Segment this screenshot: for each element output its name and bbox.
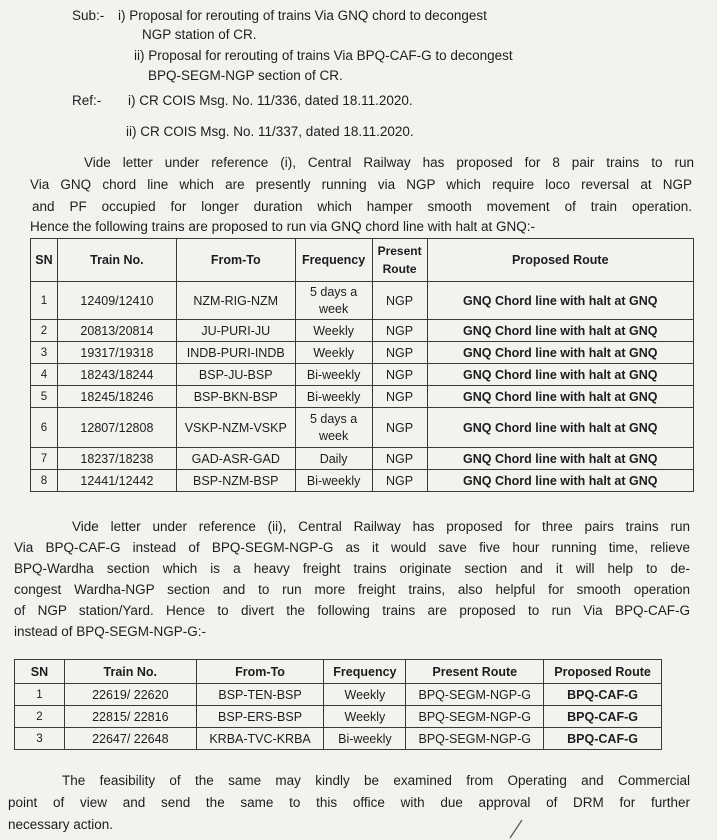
table1-cell-sn: 4 [31, 364, 58, 386]
para3-line-1: The feasibility of the same may kindly be examined from Operating and Commercial [62, 773, 690, 788]
table2-cell-frequency: Weekly [324, 706, 406, 728]
table2-header-train-no: Train No. [64, 660, 196, 684]
table1-header-proposed-route: Proposed Route [427, 239, 693, 282]
table1-header-row [31, 239, 694, 282]
trains-table-gnq [30, 238, 694, 492]
reference-item-2: ii) CR COIS Msg. No. 11/337, dated 18.11.2020. [126, 124, 414, 139]
table1-cell-from-to: GAD-ASR-GAD [176, 448, 295, 470]
para2-line-1: Vide letter under reference (ii), Central Railway has proposed for three pairs trains run [72, 519, 690, 534]
subject-item-2-line-2: BPQ-SEGM-NGP section of CR. [148, 68, 343, 83]
table2-cell-sn: 2 [15, 706, 65, 728]
table2-cell-present-route: BPQ-SEGM-NGP-G [406, 728, 544, 750]
table-row [31, 448, 694, 470]
table2-cell-frequency: Weekly [324, 684, 406, 706]
para2-line-3: BPQ-Wardha section which is a heavy freight trains originate section and it will help to de- [14, 561, 690, 576]
table1-cell-present-route: NGP [372, 320, 427, 342]
subject-label: Sub:- [72, 8, 105, 23]
table2-header-proposed-route: Proposed Route [544, 660, 662, 684]
table1-cell-present-route: NGP [372, 364, 427, 386]
table1-cell-proposed-route: GNQ Chord line with halt at GNQ [427, 282, 693, 320]
table1-cell-proposed-route: GNQ Chord line with halt at GNQ [427, 320, 693, 342]
table2-cell-from-to: KRBA-TVC-KRBA [196, 728, 324, 750]
table1-cell-frequency: 5 days a week [295, 282, 372, 320]
table1-cell-proposed-route: GNQ Chord line with halt at GNQ [427, 448, 693, 470]
para1-line-4: Hence the following trains are proposed to run via GNQ chord line with halt at GNQ:- [30, 219, 535, 234]
table-row [31, 386, 694, 408]
para3-line-2: point of view and send the same to this office with due approval of DRM for further [8, 795, 690, 810]
para2-line-2: Via BPQ-CAF-G instead of BPQ-SEGM-NGP-G as it would save five hour running time, relieve [14, 540, 690, 555]
table1-cell-from-to: NZM-RIG-NZM [176, 282, 295, 320]
table1-cell-proposed-route: GNQ Chord line with halt at GNQ [427, 408, 693, 448]
table2-cell-proposed-route: BPQ-CAF-G [544, 728, 662, 750]
table1-cell-proposed-route: GNQ Chord line with halt at GNQ [427, 386, 693, 408]
subject-item-1-line-2: NGP station of CR. [142, 27, 257, 42]
table2-cell-proposed-route: BPQ-CAF-G [544, 684, 662, 706]
table1-cell-present-route: NGP [372, 386, 427, 408]
table1-header-train-no: Train No. [57, 239, 176, 282]
table-row [31, 470, 694, 492]
table1-cell-frequency: Bi-weekly [295, 470, 372, 492]
table1-header-from-to: From-To [176, 239, 295, 282]
table2-cell-train-no: 22619/ 22620 [64, 684, 196, 706]
table2-cell-present-route: BPQ-SEGM-NGP-G [406, 706, 544, 728]
table1-cell-train-no: 12409/12410 [57, 282, 176, 320]
table1-cell-frequency: 5 days a week [295, 408, 372, 448]
table1-cell-frequency: Bi-weekly [295, 386, 372, 408]
table-row [15, 684, 662, 706]
table-row [15, 706, 662, 728]
table1-cell-proposed-route: GNQ Chord line with halt at GNQ [427, 364, 693, 386]
table1-cell-train-no: 12807/12808 [57, 408, 176, 448]
subject-item-2-line-1: ii) Proposal for rerouting of trains Via BPQ-CAF-G to decongest [134, 48, 513, 63]
table2-cell-from-to: BSP-TEN-BSP [196, 684, 324, 706]
table2-cell-proposed-route: BPQ-CAF-G [544, 706, 662, 728]
table1-cell-train-no: 18243/18244 [57, 364, 176, 386]
table1-cell-train-no: 12441/12442 [57, 470, 176, 492]
table2-cell-frequency: Bi-weekly [324, 728, 406, 750]
table1-header-present-route: Present Route [372, 239, 427, 282]
table1-cell-from-to: VSKP-NZM-VSKP [176, 408, 295, 448]
para1-line-2: Via GNQ chord line which are presently running via NGP which require loco reversal at NGP [30, 177, 692, 192]
table-row [31, 320, 694, 342]
table1-cell-frequency: Bi-weekly [295, 364, 372, 386]
para1-line-3: and PF occupied for longer duration which hamper smooth movement of train operation. [32, 199, 692, 214]
table1-cell-train-no: 19317/19318 [57, 342, 176, 364]
table2-cell-sn: 1 [15, 684, 65, 706]
table1-cell-present-route: NGP [372, 448, 427, 470]
table1-cell-sn: 3 [31, 342, 58, 364]
table2-header-from-to: From-To [196, 660, 324, 684]
table1-header-frequency: Frequency [295, 239, 372, 282]
table2-header-frequency: Frequency [324, 660, 406, 684]
table2-cell-train-no: 22815/ 22816 [64, 706, 196, 728]
table-row [31, 408, 694, 448]
para2-line-6: instead of BPQ-SEGM-NGP-G:- [14, 624, 207, 639]
table1-cell-sn: 5 [31, 386, 58, 408]
table1-cell-sn: 7 [31, 448, 58, 470]
subject-item-1-line-1: i) Proposal for rerouting of trains Via GNQ chord to decongest [118, 8, 487, 23]
table1-cell-proposed-route: GNQ Chord line with halt at GNQ [427, 470, 693, 492]
table2-cell-from-to: BSP-ERS-BSP [196, 706, 324, 728]
table-row [31, 282, 694, 320]
table1-header-sn: SN [31, 239, 58, 282]
table2-cell-present-route: BPQ-SEGM-NGP-G [406, 684, 544, 706]
table1-cell-from-to: JU-PURI-JU [176, 320, 295, 342]
table1-cell-frequency: Weekly [295, 320, 372, 342]
table2-cell-sn: 3 [15, 728, 65, 750]
table1-cell-present-route: NGP [372, 470, 427, 492]
table1-cell-train-no: 18237/18238 [57, 448, 176, 470]
table-row [15, 728, 662, 750]
table2-header-sn: SN [15, 660, 65, 684]
table1-cell-sn: 2 [31, 320, 58, 342]
para1-line-1: Vide letter under reference (i), Central Railway has proposed for 8 pair trains to run [84, 155, 694, 170]
table1-cell-present-route: NGP [372, 282, 427, 320]
para3-line-3: necessary action. [8, 817, 114, 832]
table1-cell-train-no: 18245/18246 [57, 386, 176, 408]
table2-header-row [15, 660, 662, 684]
para2-line-5: of NGP station/Yard. Hence to divert the following trains are proposed to run Via BPQ-CAF-G [14, 603, 690, 618]
para2-line-4: congest Wardha-NGP section and to run more freight trains, also helpful for smooth operation [14, 582, 690, 597]
table1-cell-from-to: BSP-BKN-BSP [176, 386, 295, 408]
table1-cell-from-to: BSP-JU-BSP [176, 364, 295, 386]
reference-item-1: i) CR COIS Msg. No. 11/336, dated 18.11.2020. [128, 93, 413, 108]
table1-cell-present-route: NGP [372, 342, 427, 364]
table2-cell-train-no: 22647/ 22648 [64, 728, 196, 750]
table1-cell-sn: 8 [31, 470, 58, 492]
table1-cell-present-route: NGP [372, 408, 427, 448]
table1-cell-from-to: INDB-PURI-INDB [176, 342, 295, 364]
table1-cell-from-to: BSP-NZM-BSP [176, 470, 295, 492]
table1-cell-frequency: Weekly [295, 342, 372, 364]
trains-table-bpq [14, 659, 662, 750]
table-row [31, 342, 694, 364]
table1-cell-sn: 6 [31, 408, 58, 448]
reference-label: Ref:- [72, 93, 102, 108]
signature-mark-icon [500, 818, 530, 840]
table1-cell-sn: 1 [31, 282, 58, 320]
table1-cell-frequency: Daily [295, 448, 372, 470]
table2-header-present-route: Present Route [406, 660, 544, 684]
table1-cell-train-no: 20813/20814 [57, 320, 176, 342]
table1-cell-proposed-route: GNQ Chord line with halt at GNQ [427, 342, 693, 364]
table-row [31, 364, 694, 386]
